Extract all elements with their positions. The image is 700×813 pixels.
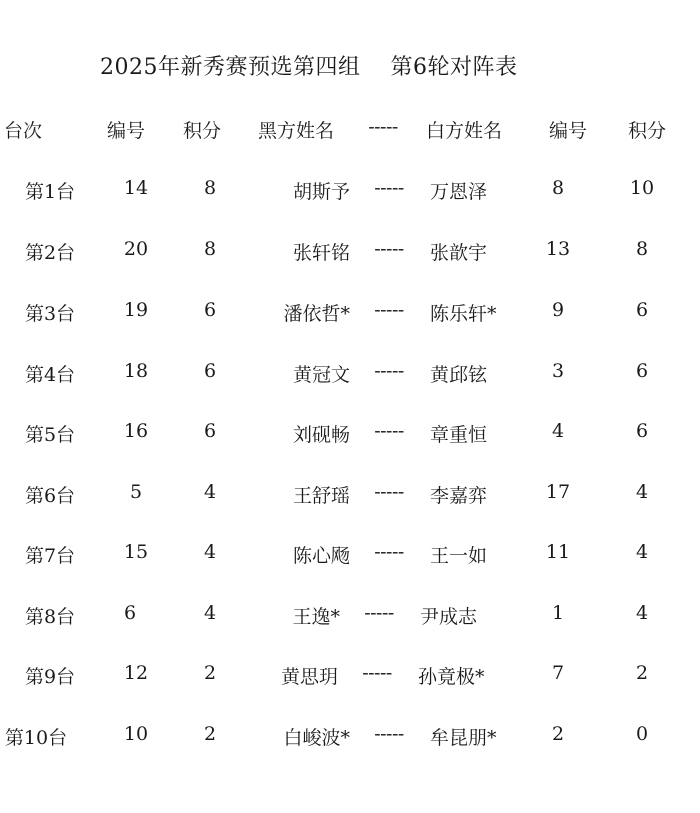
separator: ----- <box>374 541 404 563</box>
white-number: 3 <box>551 360 565 382</box>
white-points: 6 <box>635 420 649 442</box>
white-name: 黄邱铉 <box>430 364 488 386</box>
table-row <box>0 420 700 450</box>
black-points: 6 <box>203 360 217 382</box>
separator: ----- <box>362 662 392 684</box>
white-points: 4 <box>635 481 649 503</box>
header-table: 台次 <box>4 120 43 142</box>
black-name: 白峻波* <box>283 727 350 749</box>
white-number: 1 <box>551 602 565 624</box>
separator: ----- <box>374 723 404 745</box>
black-number: 20 <box>123 238 149 260</box>
black-name: 胡斯予 <box>292 181 350 203</box>
black-number: 14 <box>123 177 149 199</box>
header-white-name: 白方姓名 <box>426 120 503 142</box>
table-number: 第7台 <box>24 545 76 567</box>
black-points: 4 <box>203 541 217 563</box>
black-number: 12 <box>123 662 149 684</box>
black-points: 8 <box>203 177 217 199</box>
table-number: 第3台 <box>24 303 76 325</box>
white-points: 6 <box>635 360 649 382</box>
table-number: 第5台 <box>24 424 76 446</box>
black-name: 刘砚畅 <box>292 424 350 446</box>
white-name: 陈乐轩* <box>430 303 497 325</box>
black-name: 潘依哲* <box>283 303 350 325</box>
black-points: 6 <box>203 299 217 321</box>
table-row <box>0 177 700 207</box>
header-black-number: 编号 <box>106 120 145 142</box>
white-name: 孙竟极* <box>418 666 485 688</box>
page-title: 2025年新秀赛预选第四组 第6轮对阵表 <box>100 55 518 80</box>
table-number: 第9台 <box>24 666 76 688</box>
header-white-points: 积分 <box>627 120 666 142</box>
black-name: 陈心飏 <box>292 545 350 567</box>
table-header <box>0 116 700 146</box>
table-row <box>0 541 700 571</box>
white-number: 4 <box>551 420 565 442</box>
separator: ----- <box>374 360 404 382</box>
black-points: 2 <box>203 723 217 745</box>
black-name: 黄冠文 <box>292 364 350 386</box>
black-number: 15 <box>123 541 149 563</box>
white-points: 8 <box>635 238 649 260</box>
table-row <box>0 602 700 632</box>
white-number: 11 <box>545 541 571 563</box>
white-points: 2 <box>635 662 649 684</box>
separator: ----- <box>374 481 404 503</box>
table-row <box>0 238 700 268</box>
white-number: 9 <box>551 299 565 321</box>
table-number: 第4台 <box>24 364 76 386</box>
white-name: 万恩泽 <box>430 181 488 203</box>
white-name: 章重恒 <box>430 424 488 446</box>
black-name: 张轩铭 <box>292 242 350 264</box>
header-separator: ----- <box>368 116 398 138</box>
separator: ----- <box>374 177 404 199</box>
white-points: 10 <box>629 177 655 199</box>
white-points: 4 <box>635 541 649 563</box>
table-row <box>0 481 700 511</box>
black-name: 王逸* <box>292 606 340 628</box>
black-points: 4 <box>203 481 217 503</box>
separator: ----- <box>374 420 404 442</box>
table-number: 第10台 <box>4 727 68 749</box>
table-row <box>0 723 700 753</box>
white-number: 2 <box>551 723 565 745</box>
black-number: 6 <box>123 602 137 624</box>
table-row <box>0 299 700 329</box>
black-number: 18 <box>123 360 149 382</box>
white-name: 王一如 <box>430 545 488 567</box>
white-name: 张歆宇 <box>430 242 488 264</box>
white-number: 13 <box>545 238 571 260</box>
table-row <box>0 662 700 692</box>
black-points: 8 <box>203 238 217 260</box>
black-points: 6 <box>203 420 217 442</box>
black-number: 19 <box>123 299 149 321</box>
white-points: 6 <box>635 299 649 321</box>
table-row <box>0 360 700 390</box>
header-black-name: 黑方姓名 <box>258 120 335 142</box>
black-points: 4 <box>203 602 217 624</box>
white-name: 尹成志 <box>420 606 478 628</box>
table-number: 第1台 <box>24 181 76 203</box>
black-points: 2 <box>203 662 217 684</box>
white-number: 8 <box>551 177 565 199</box>
black-name: 王舒瑶 <box>292 485 350 507</box>
black-number: 16 <box>123 420 149 442</box>
table-number: 第2台 <box>24 242 76 264</box>
separator: ----- <box>364 602 394 624</box>
black-number: 10 <box>123 723 149 745</box>
table-number: 第6台 <box>24 485 76 507</box>
white-name: 李嘉弈 <box>430 485 488 507</box>
separator: ----- <box>374 299 404 321</box>
white-name: 牟昆朋* <box>430 727 497 749</box>
header-white-number: 编号 <box>548 120 587 142</box>
black-number: 5 <box>129 481 143 503</box>
white-number: 17 <box>545 481 571 503</box>
white-points: 0 <box>635 723 649 745</box>
separator: ----- <box>374 238 404 260</box>
white-number: 7 <box>551 662 565 684</box>
table-number: 第8台 <box>24 606 76 628</box>
white-points: 4 <box>635 602 649 624</box>
header-black-points: 积分 <box>182 120 221 142</box>
black-name: 黄思玥 <box>280 666 338 688</box>
